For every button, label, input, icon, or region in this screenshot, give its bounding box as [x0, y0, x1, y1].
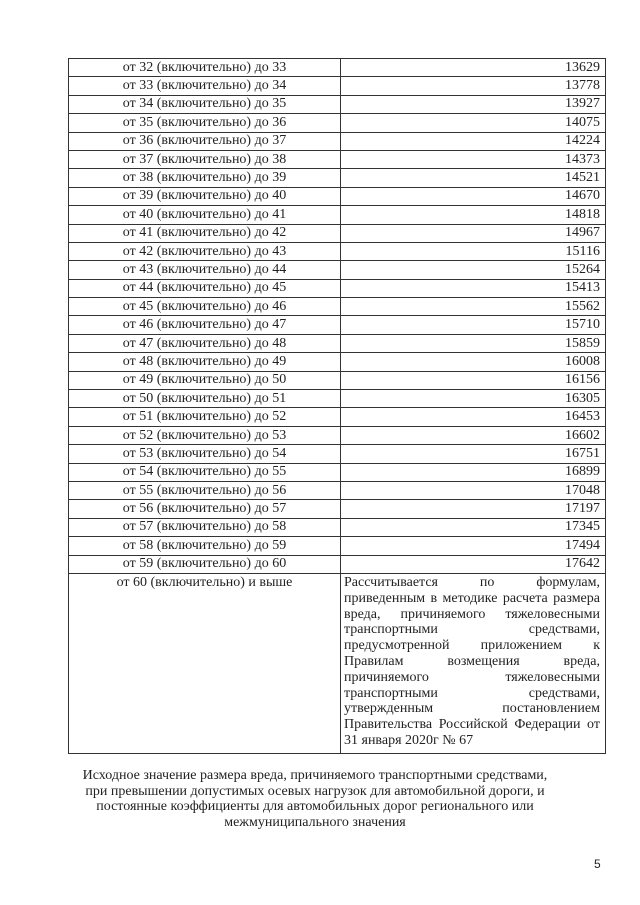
range-cell: от 44 (включительно) до 45 — [69, 279, 341, 297]
formula-note: Рассчитывается по формулам, приведенным в методике расчета размера вреда, причиняемого тяжеловесными транспортными средствами, предусмотренной приложением к Правилам возмещения вреда, причиняемого тяжеловесными транспортными средствами, утвержденным постановлением Правительства Российской Федерации от 31 января 2020г № 67 — [344, 574, 600, 748]
table-row — [69, 150, 606, 168]
table-row — [69, 445, 606, 463]
table-row — [69, 59, 606, 77]
range-cell: от 58 (включительно) до 59 — [69, 537, 341, 555]
table-row — [69, 114, 606, 132]
table-row — [69, 518, 606, 536]
range-cell: от 37 (включительно) до 38 — [69, 150, 341, 168]
range-cell: от 47 (включительно) до 48 — [69, 334, 341, 352]
value-cell: 17345 — [341, 518, 606, 536]
value-cell: 13629 — [341, 59, 606, 77]
range-cell: от 45 (включительно) до 46 — [69, 298, 341, 316]
range-cell: от 40 (включительно) до 41 — [69, 206, 341, 224]
range-cell: от 51 (включительно) до 52 — [69, 408, 341, 426]
table-row — [69, 463, 606, 481]
range-cell: от 42 (включительно) до 43 — [69, 242, 341, 260]
value-cell: 14224 — [341, 132, 606, 150]
value-cell: 15562 — [341, 298, 606, 316]
table-row — [69, 279, 606, 297]
table-row — [69, 169, 606, 187]
value-cell: 13927 — [341, 95, 606, 113]
value-cell: 14967 — [341, 224, 606, 242]
table-row — [69, 206, 606, 224]
range-cell: от 60 (включительно) и выше — [69, 573, 341, 753]
range-cell: от 50 (включительно) до 51 — [69, 390, 341, 408]
range-cell: от 57 (включительно) до 58 — [69, 518, 341, 536]
value-cell: 15859 — [341, 334, 606, 352]
table-body — [69, 59, 606, 754]
table-row — [69, 408, 606, 426]
value-cell: 14521 — [341, 169, 606, 187]
range-cell: от 55 (включительно) до 56 — [69, 481, 341, 499]
table-row — [69, 132, 606, 150]
value-cell: 15116 — [341, 242, 606, 260]
value-cell: 17642 — [341, 555, 606, 573]
table-row — [69, 187, 606, 205]
range-cell: от 39 (включительно) до 40 — [69, 187, 341, 205]
value-cell: 14373 — [341, 150, 606, 168]
value-cell: 16156 — [341, 371, 606, 389]
value-cell: 17494 — [341, 537, 606, 555]
table-row — [69, 481, 606, 499]
range-cell: от 54 (включительно) до 55 — [69, 463, 341, 481]
range-cell: от 41 (включительно) до 42 — [69, 224, 341, 242]
table-row — [69, 334, 606, 352]
table-row — [69, 261, 606, 279]
range-cell: от 43 (включительно) до 44 — [69, 261, 341, 279]
table-row — [69, 316, 606, 334]
table-row — [69, 500, 606, 518]
range-cell: от 33 (включительно) до 34 — [69, 77, 341, 95]
value-cell: 14670 — [341, 187, 606, 205]
table-row — [69, 224, 606, 242]
range-cell: от 53 (включительно) до 54 — [69, 445, 341, 463]
section-heading: Исходное значение размера вреда, причиняемого транспортными средствами, при превышении допустимых осевых нагрузок для автомобильной дороги, и постоянные коэффициенты для автомобильных дорог регионального или межмуниципального значения — [82, 768, 548, 830]
harm-rates-table — [68, 58, 606, 754]
value-cell: 16602 — [341, 426, 606, 444]
table-row — [69, 390, 606, 408]
value-cell: 14818 — [341, 206, 606, 224]
value-cell: 16899 — [341, 463, 606, 481]
table-row — [69, 537, 606, 555]
range-cell: от 34 (включительно) до 35 — [69, 95, 341, 113]
table-row — [69, 555, 606, 573]
table-row — [69, 353, 606, 371]
value-cell: 17048 — [341, 481, 606, 499]
table-row — [69, 371, 606, 389]
value-cell — [341, 573, 606, 753]
value-cell: 13778 — [341, 77, 606, 95]
range-cell: от 38 (включительно) до 39 — [69, 169, 341, 187]
range-cell: от 32 (включительно) до 33 — [69, 59, 341, 77]
range-cell: от 46 (включительно) до 47 — [69, 316, 341, 334]
range-cell: от 48 (включительно) до 49 — [69, 353, 341, 371]
value-cell: 16008 — [341, 353, 606, 371]
range-cell: от 49 (включительно) до 50 — [69, 371, 341, 389]
range-cell: от 52 (включительно) до 53 — [69, 426, 341, 444]
value-cell: 15710 — [341, 316, 606, 334]
table-row — [69, 242, 606, 260]
table-row — [69, 298, 606, 316]
value-cell: 14075 — [341, 114, 606, 132]
range-cell: от 59 (включительно) до 60 — [69, 555, 341, 573]
table-row — [69, 77, 606, 95]
range-cell: от 56 (включительно) до 57 — [69, 500, 341, 518]
value-cell: 15264 — [341, 261, 606, 279]
table-row — [69, 426, 606, 444]
table-row-last — [69, 573, 606, 753]
page-number: 5 — [594, 857, 601, 871]
value-cell: 16751 — [341, 445, 606, 463]
range-cell: от 35 (включительно) до 36 — [69, 114, 341, 132]
range-cell: от 36 (включительно) до 37 — [69, 132, 341, 150]
value-cell: 16453 — [341, 408, 606, 426]
table-row — [69, 95, 606, 113]
value-cell: 15413 — [341, 279, 606, 297]
value-cell: 16305 — [341, 390, 606, 408]
value-cell: 17197 — [341, 500, 606, 518]
